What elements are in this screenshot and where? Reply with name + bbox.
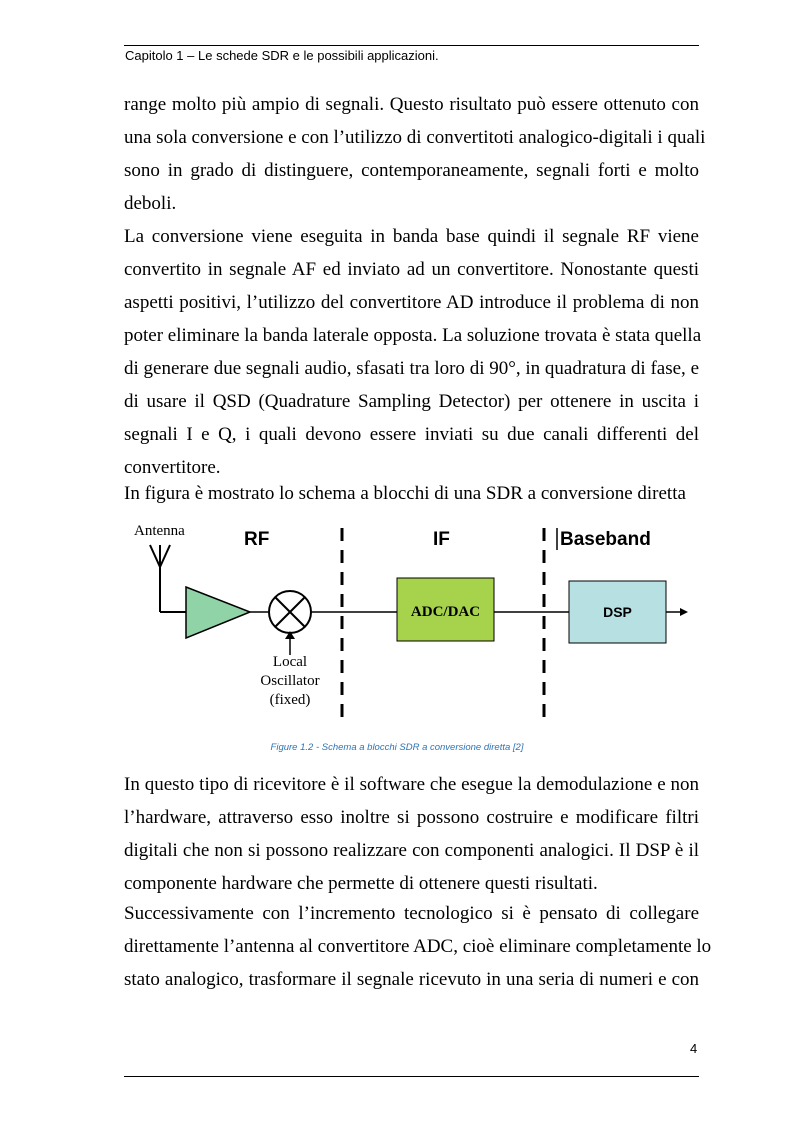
footer-rule [124, 1076, 699, 1077]
text-line: direttamente l’antenna al convertitore ADC, cioè eliminare completamente lo [124, 936, 712, 957]
text-line: componente hardware che permette di ottenere questi risultati. [124, 873, 598, 894]
block-diagram [120, 515, 700, 720]
adc-dac-label: ADC/DAC [410, 604, 481, 620]
lo-label-line3: (fixed) [269, 692, 311, 708]
text-line: convertitore. [124, 457, 221, 478]
paragraph-3 [124, 477, 699, 510]
page-number: 4 [690, 1041, 698, 1056]
paragraph-4 [124, 768, 699, 900]
rf-label: RF [244, 529, 270, 550]
lo-label-line1: Local [272, 654, 308, 670]
lo-label-line2: Oscillator [260, 673, 320, 689]
text-line: sono in grado di distinguere, contemporaneamente, segnali forti e molto [124, 160, 699, 181]
lo-arrow-icon [285, 631, 295, 655]
amplifier-icon [186, 587, 250, 638]
text-line: l’hardware, attraverso esso inoltre si possono costruire e modificare filtri [124, 807, 699, 828]
text-line: In figura è mostrato lo schema a blocchi di una SDR a conversione diretta [124, 483, 686, 504]
text-line: una sola conversione e con l’utilizzo di convertitoti analogico-digitali i quali [124, 127, 706, 148]
text-line: range molto più ampio di segnali. Questo risultato può essere ottenuto con [124, 94, 699, 115]
text-line: convertito in segnale AF ed inviato ad un convertitore. Nonostante questi [124, 259, 699, 280]
output-arrow-icon [666, 608, 688, 616]
text-line: aspetti positivi, l’utilizzo del convertitore AD introduce il problema di non [124, 292, 699, 313]
if-label: IF [433, 529, 450, 550]
text-line: In questo tipo di ricevitore è il software che esegue la demodulazione e non [124, 774, 699, 795]
text-line: Successivamente con l’incremento tecnologico si è pensato di collegare [124, 903, 699, 924]
text-line: poter eliminare la banda laterale opposta. La soluzione trovata è stata quella [124, 325, 702, 346]
dsp-label: DSP [603, 604, 632, 620]
text-line: stato analogico, trasformare il segnale ricevuto in una seria di numeri e con [124, 969, 699, 990]
text-line: digitali che non si possono realizzare con componenti analogici. Il DSP è il [124, 840, 699, 861]
header-rule [124, 45, 699, 46]
paragraph-5 [124, 897, 712, 996]
antenna-label: Antenna [134, 523, 185, 539]
antenna-icon [150, 545, 186, 612]
text-line: di generare due segnali audio, sfasati tra loro di 90°, in quadratura di fase, e [124, 358, 699, 379]
text-line: segnali I e Q, i quali devono essere inviati su due canali differenti del [124, 424, 699, 445]
text-line: deboli. [124, 193, 177, 214]
text-line: di usare il QSD (Quadrature Sampling Detector) per ottenere in uscita i [124, 391, 699, 412]
figure-caption: Figure 1.2 - Schema a blocchi SDR a conversione diretta [2] [270, 742, 524, 753]
running-header: Capitolo 1 – Le schede SDR e le possibili applicazioni. [125, 48, 439, 63]
paragraph-2 [124, 220, 702, 484]
text-line: La conversione viene eseguita in banda base quindi il segnale RF viene [124, 226, 699, 247]
paragraph-1 [124, 88, 706, 220]
baseband-label: Baseband [560, 529, 651, 550]
mixer-icon [269, 591, 311, 633]
